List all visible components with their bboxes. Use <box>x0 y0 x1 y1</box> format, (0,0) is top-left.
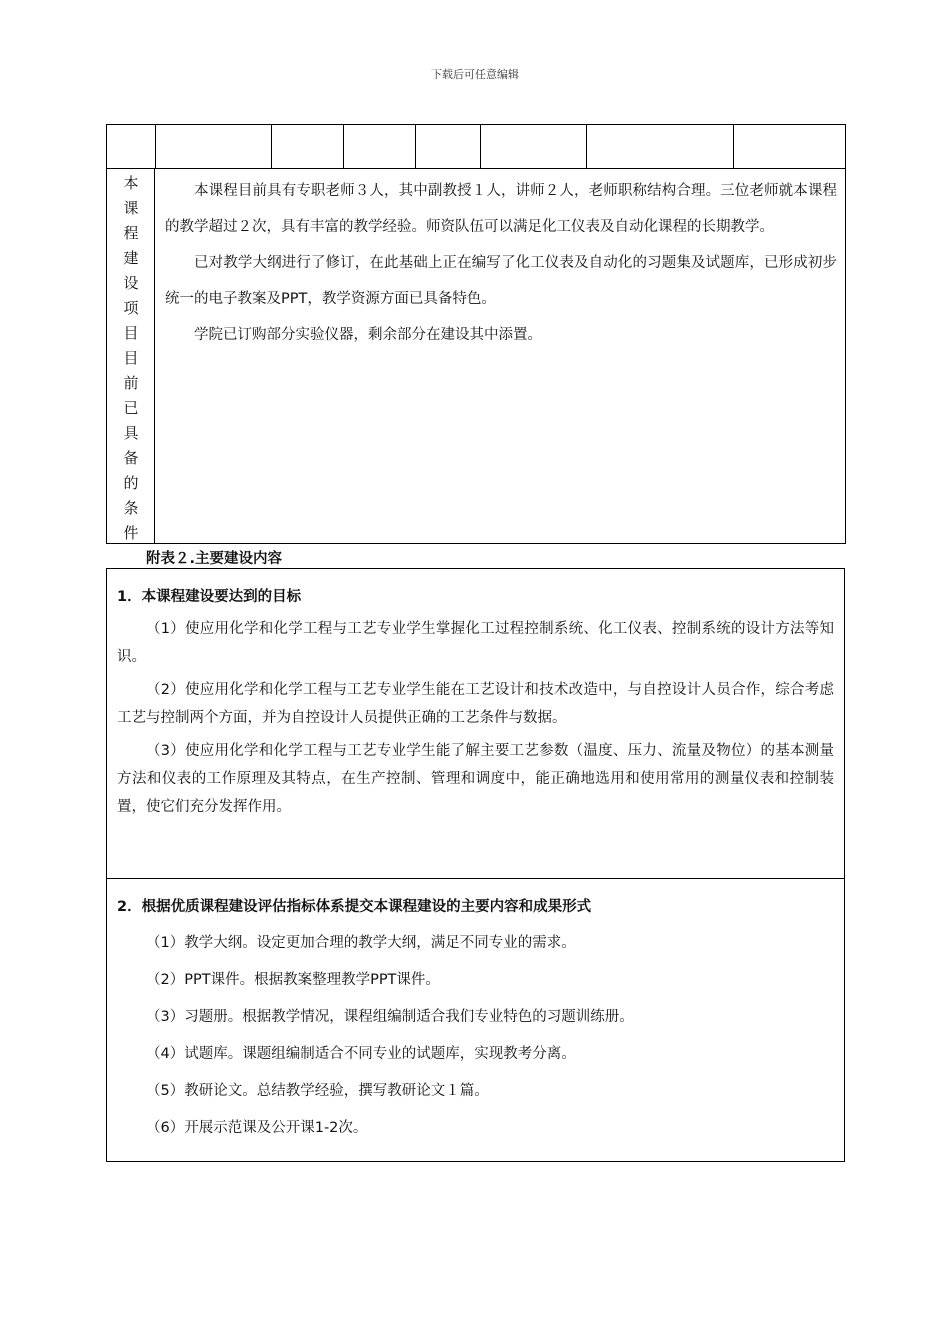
side-label <box>107 169 155 543</box>
side-label-char: 项 <box>123 299 139 317</box>
conditions-table <box>106 124 846 544</box>
paragraph: 已对教学大纲进行了修订，在此基础上正在编写了化工仪表及自动化的习题集及试题库，已形成初步统一的电子教案及PPT，教学资源方面已具备特色。 <box>165 255 837 307</box>
empty-cell <box>344 125 416 169</box>
side-label-char: 建 <box>123 249 139 267</box>
empty-cell <box>272 125 344 169</box>
table-caption: 附表２.主要建设内容 <box>146 551 283 567</box>
side-label-char: 课 <box>123 199 139 217</box>
empty-cell <box>481 125 587 169</box>
side-label-char: 本 <box>123 174 139 192</box>
paragraph: 本课程目前具有专职老师３人，其中副教授１人，讲师２人，老师职称结构合理。三位老师就本课程的教学超过２次，具有丰富的教学经验。师资队伍可以满足化工仪表及自动化课程的长期教学。 <box>165 183 837 235</box>
paragraph: （2）使应用化学和化学工程与工艺专业学生能在工艺设计和技术改造中，与自控设计人员合作，综合考虑工艺与控制两个方面，并为自控设计人员提供正确的工艺条件与数据。 <box>117 682 834 726</box>
list-item: （4）试题库。课题组编制适合不同专业的试题库，实现教考分离。 <box>146 1046 576 1062</box>
side-label-char: 具 <box>123 424 139 442</box>
list-item: （1）教学大纲。设定更加合理的教学大纲，满足不同专业的需求。 <box>146 935 576 951</box>
side-label-char: 条 <box>123 499 139 517</box>
list-item: （5）教研论文。总结教学经验，撰写教研论文１篇。 <box>146 1083 489 1099</box>
empty-header-row <box>107 125 845 169</box>
list-item: （6）开展示范课及公开课1-2次。 <box>146 1120 368 1136</box>
paragraph: （3）使应用化学和化学工程与工艺专业学生能了解主要工艺参数（温度、压力、流量及物位）的基本测量方法和仪表的工作原理及其特点，在生产控制、管理和调度中，能正确地选用和使用常用的测量仪表和控制装置，使它们充分发挥作用。 <box>117 743 834 815</box>
goals-section <box>107 569 844 879</box>
conditions-content <box>155 169 845 543</box>
empty-cell <box>416 125 481 169</box>
side-label-char: 备 <box>123 449 139 467</box>
section-title: 1．本课程建设要达到的目标 <box>117 589 302 605</box>
content-section <box>107 879 844 1161</box>
side-label-char: 前 <box>123 374 139 392</box>
header-note: 下载后可任意编辑 <box>431 68 519 81</box>
side-label-char: 设 <box>123 274 139 292</box>
side-label-char: 的 <box>123 474 139 492</box>
side-label-char: 目 <box>123 349 139 367</box>
empty-cell <box>587 125 734 169</box>
empty-cell <box>107 125 156 169</box>
side-label-char: 已 <box>123 399 139 417</box>
side-label-char: 程 <box>123 224 139 242</box>
side-label-char: 目 <box>123 324 139 342</box>
empty-cell <box>156 125 272 169</box>
section-title: 2．根据优质课程建设评估指标体系提交本课程建设的主要内容和成果形式 <box>117 899 592 915</box>
side-label-char: 件 <box>123 524 139 542</box>
construction-content-table <box>106 568 845 1162</box>
paragraph: （1）使应用化学和化学工程与工艺专业学生掌握化工过程控制系统、化工仪表、控制系统的设计方法等知识。 <box>117 621 834 665</box>
paragraph: 学院已订购部分实验仪器，剩余部分在建设其中添置。 <box>194 327 542 343</box>
list-item: （3）习题册。根据教学情况，课程组编制适合我们专业特色的习题训练册。 <box>146 1009 634 1025</box>
list-item: （2）PPT课件。根据教案整理教学PPT课件。 <box>146 972 440 988</box>
